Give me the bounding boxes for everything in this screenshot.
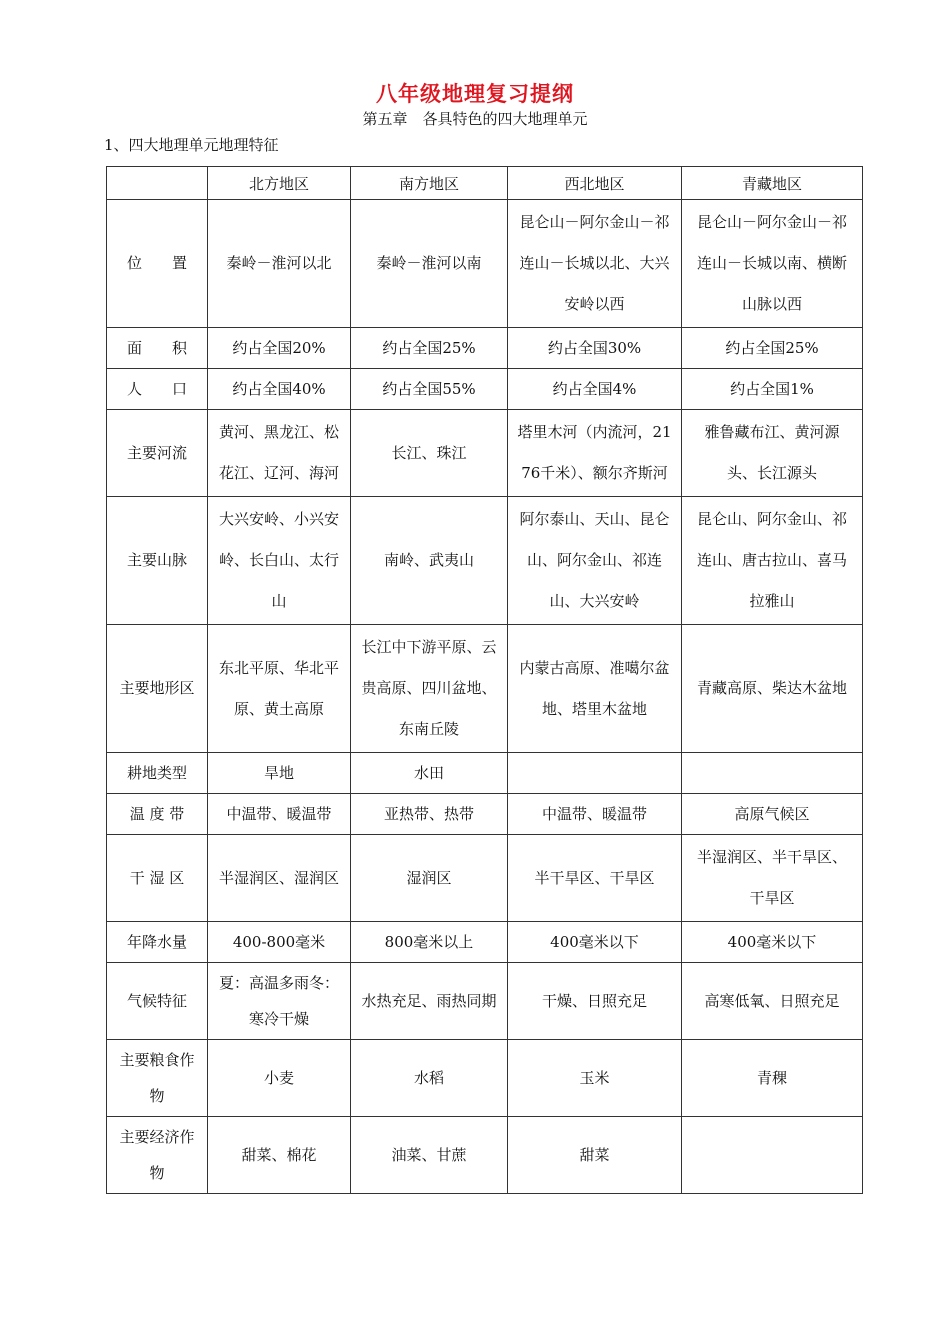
- row-label: 主要地形区: [107, 625, 208, 753]
- row-label: 温 度 带: [107, 794, 208, 835]
- table-cell: 半湿润区、湿润区: [208, 835, 351, 922]
- row-label: 主要经济作 物: [107, 1117, 208, 1194]
- table-row: [107, 753, 863, 794]
- table-cell: 约占全国4%: [508, 369, 682, 410]
- table-cell: 昆仑山－阿尔金山－祁连山－长城以北、大兴安岭以西: [508, 200, 682, 328]
- table-row: [107, 794, 863, 835]
- table-header-row: [107, 167, 863, 200]
- table-row: [107, 835, 863, 922]
- table-row: [107, 1040, 863, 1117]
- table-cell: 水田: [351, 753, 508, 794]
- table-cell: 黄河、黑龙江、松花江、辽河、海河: [208, 410, 351, 497]
- table-cell: 青藏高原、柴达木盆地: [682, 625, 863, 753]
- table-cell: 内蒙古高原、准噶尔盆地、塔里木盆地: [508, 625, 682, 753]
- chapter-subtitle: 第五章 各具特色的四大地理单元: [362, 110, 588, 128]
- table-row: [107, 410, 863, 497]
- row-label: 主要河流: [107, 410, 208, 497]
- table-cell: 约占全国20%: [208, 328, 351, 369]
- table-row: [107, 963, 863, 1040]
- table-row: [107, 328, 863, 369]
- table-cell: 高寒低氧、日照充足: [682, 963, 863, 1040]
- table-cell: 400毫米以下: [682, 922, 863, 963]
- table-cell: [682, 753, 863, 794]
- table-cell: 油菜、甘蔗: [351, 1117, 508, 1194]
- table-cell: 高原气候区: [682, 794, 863, 835]
- page-title: 八年级地理复习提纲: [376, 81, 574, 106]
- table-row: [107, 625, 863, 753]
- row-label: 耕地类型: [107, 753, 208, 794]
- table-cell: 800毫米以上: [351, 922, 508, 963]
- row-label: 年降水量: [107, 922, 208, 963]
- table-cell: 甜菜: [508, 1117, 682, 1194]
- table-cell: 约占全国25%: [682, 328, 863, 369]
- table-cell: 水稻: [351, 1040, 508, 1117]
- table-cell: 秦岭－淮河以南: [351, 200, 508, 328]
- table-cell: 塔里木河（内流河，2176千米）、额尔齐斯河: [508, 410, 682, 497]
- header-cell: [107, 167, 208, 200]
- row-label: 主要山脉: [107, 497, 208, 625]
- row-label: 干 湿 区: [107, 835, 208, 922]
- table-row: [107, 200, 863, 328]
- row-label: 位 置: [107, 200, 208, 328]
- header-cell: 青藏地区: [682, 167, 863, 200]
- table-cell: 昆仑山－阿尔金山－祁连山－长城以南、横断山脉以西: [682, 200, 863, 328]
- row-label: 人 口: [107, 369, 208, 410]
- table-cell: 干燥、日照充足: [508, 963, 682, 1040]
- row-label: 主要粮食作 物: [107, 1040, 208, 1117]
- table-cell: 400-800毫米: [208, 922, 351, 963]
- table-cell: 中温带、暖温带: [508, 794, 682, 835]
- table-cell: 湿润区: [351, 835, 508, 922]
- section-heading: 1、四大地理单元地理特征: [104, 136, 279, 154]
- table-cell: 雅鲁藏布江、黄河源头、长江源头: [682, 410, 863, 497]
- table-cell: 长江中下游平原、云贵高原、四川盆地、东南丘陵: [351, 625, 508, 753]
- table-cell: 大兴安岭、小兴安岭、长白山、太行山: [208, 497, 351, 625]
- table-cell: 夏：高温多雨冬：寒冷干燥: [208, 963, 351, 1040]
- table-cell: 400毫米以下: [508, 922, 682, 963]
- table-cell: 昆仑山、阿尔金山、祁连山、唐古拉山、喜马拉雅山: [682, 497, 863, 625]
- row-label: 面 积: [107, 328, 208, 369]
- table-cell: 水热充足、雨热同期: [351, 963, 508, 1040]
- table-cell: 半干旱区、干旱区: [508, 835, 682, 922]
- table-cell: 亚热带、热带: [351, 794, 508, 835]
- table-cell: 中温带、暖温带: [208, 794, 351, 835]
- table-cell: [682, 1117, 863, 1194]
- table-cell: [508, 753, 682, 794]
- table-cell: 约占全国30%: [508, 328, 682, 369]
- table-cell: 约占全国55%: [351, 369, 508, 410]
- table-cell: 青稞: [682, 1040, 863, 1117]
- geography-table: [106, 166, 863, 1194]
- table-cell: 约占全国25%: [351, 328, 508, 369]
- table-row: [107, 369, 863, 410]
- table-row: [107, 922, 863, 963]
- table-row: [107, 1117, 863, 1194]
- table-cell: 长江、珠江: [351, 410, 508, 497]
- header-cell: 南方地区: [351, 167, 508, 200]
- table-cell: 旱地: [208, 753, 351, 794]
- table-cell: 约占全国1%: [682, 369, 863, 410]
- row-label: 气候特征: [107, 963, 208, 1040]
- table-row: [107, 497, 863, 625]
- table-cell: 甜菜、棉花: [208, 1117, 351, 1194]
- table-cell: 秦岭－淮河以北: [208, 200, 351, 328]
- header-cell: 北方地区: [208, 167, 351, 200]
- table-cell: 小麦: [208, 1040, 351, 1117]
- header-cell: 西北地区: [508, 167, 682, 200]
- table-cell: 约占全国40%: [208, 369, 351, 410]
- table-cell: 玉米: [508, 1040, 682, 1117]
- table-cell: 南岭、武夷山: [351, 497, 508, 625]
- table-cell: 东北平原、华北平原、黄土高原: [208, 625, 351, 753]
- table-cell: 半湿润区、半干旱区、干旱区: [682, 835, 863, 922]
- table-cell: 阿尔泰山、天山、昆仑山、阿尔金山、祁连山、大兴安岭: [508, 497, 682, 625]
